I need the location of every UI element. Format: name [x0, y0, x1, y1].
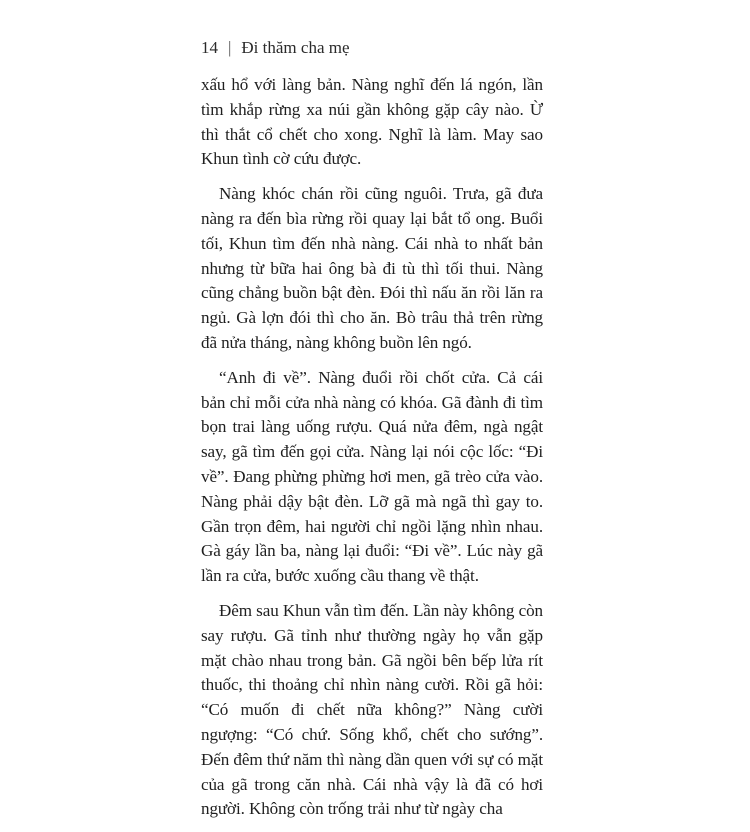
- paragraph-4: Đêm sau Khun vẫn tìm đến. Lần này không còn say rượu. Gã tỉnh như thường ngày họ vẫn gặp mặt chào nhau trong bản. Gã ngồi bên bếp lửa rít thuốc, thi thoảng chỉ nhìn nàng cười. Rồi gã hỏi: “Có muốn đi chết nữa không?” Nàng cười ngượng: “Có chứ. Sống khổ, chết cho sướng”. Đến đêm thứ năm thì nàng dần quen với sự có mặt của gã trong căn nhà. Cái nhà vậy là đã có hơi người. Không còn trống trải như từ ngày cha: [201, 600, 543, 819]
- header-separator: |: [228, 38, 232, 57]
- running-header: [201, 38, 350, 58]
- paragraph-2: Nàng khóc chán rồi cũng nguôi. Trưa, gã đưa nàng ra đến bìa rừng rồi quay lại bắt tổ ong. Buổi tối, Khun tìm đến nhà nàng. Cái nhà to nhất bản nhưng từ bữa hai ông bà đi tù thì tối thui. Nàng cũng chẳng buồn bật đèn. Đói thì nấu ăn rồi lăn ra ngủ. Gà lợn đói thì cho ăn. Bò trâu thả trên rừng đã nửa tháng, nàng không buồn lên ngó.: [201, 184, 543, 352]
- chapter-title: Đi thăm cha mẹ: [241, 38, 350, 57]
- body-text: [201, 73, 543, 832]
- paragraph-3: “Anh đi về”. Nàng đuổi rồi chốt cửa. Cả cái bản chỉ mỗi cửa nhà nàng có khóa. Gã đành đi tìm bọn trai làng uống rượu. Quá nửa đêm, ngà ngật say, gã tìm đến gọi cửa. Nàng lại nói cộc lốc: “Đi về”. Đang phừng phừng hơi men, gã trèo cửa vào. Nàng phải dậy bật đèn. Lỡ gã mà ngã thì gay to. Gần trọn đêm, hai người chỉ ngồi lặng nhìn nhau. Gà gáy lần ba, nàng lại đuổi: “Đi về”. Lúc này gã lần ra cửa, bước xuống cầu thang về thật.: [201, 367, 543, 586]
- page-number: 14: [201, 38, 218, 57]
- paragraph-1: xấu hổ với làng bản. Nàng nghĩ đến lá ngón, lần tìm khắp rừng xa núi gần không gặp cây nào. Ừ thì thắt cổ chết cho xong. Nghĩ là làm. May sao Khun tình cờ cứu được.: [201, 75, 543, 169]
